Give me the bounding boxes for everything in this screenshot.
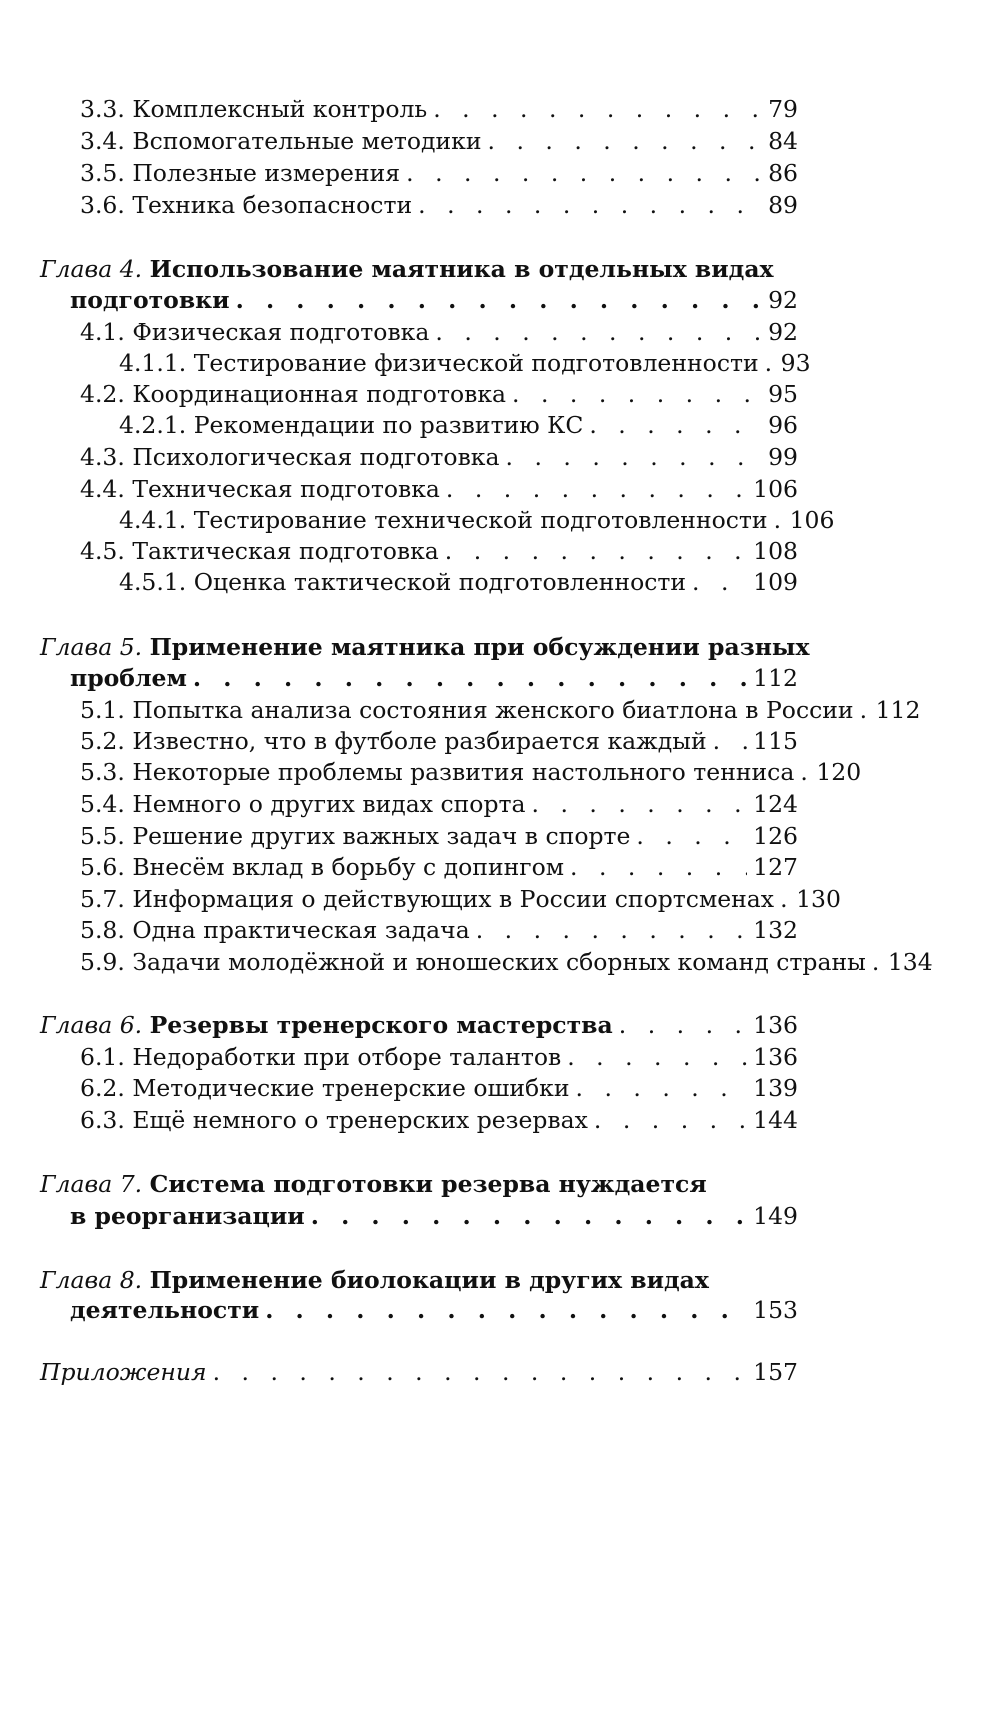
toc-entry-page: 112 <box>875 696 921 724</box>
toc-entry-label: 5.8. Одна практическая задача <box>80 916 470 944</box>
toc-entry-page: 108 <box>753 537 798 565</box>
toc-entry-label: 4.3. Психологическая подготовка <box>80 443 500 471</box>
toc-entry-page: 79 <box>768 95 798 123</box>
chapter-title: Использование маятника в отдельных видах <box>149 255 774 283</box>
toc-entry-page: 106 <box>753 475 798 503</box>
toc-entry-3-6 <box>80 185 798 225</box>
toc-entry-label: 5.9. Задачи молодёжной и юношеских сборных команд страны <box>80 948 866 976</box>
toc-entry-page: 92 <box>768 318 798 346</box>
toc-entry-label: 5.5. Решение других важных задач в спорте <box>80 822 631 850</box>
toc-entry-label: 5.2. Известно, что в футболе разбирается каждый <box>80 727 707 755</box>
toc-entry-label: 4.5.1. Оценка тактической подготовленности <box>119 568 687 596</box>
toc-entry-page: 120 <box>816 758 862 786</box>
leader-dots <box>800 752 810 792</box>
toc-entry-page: 124 <box>753 790 798 818</box>
toc-entry-label: 4.2. Координационная подготовка <box>80 380 507 408</box>
toc-entry-label: 6.2. Методические тренерские ошибки <box>80 1074 570 1102</box>
toc-entry-page: 99 <box>768 443 798 471</box>
chapter-page: 136 <box>753 1011 798 1039</box>
toc-entry-page: 89 <box>768 191 798 219</box>
toc-entry-label: 5.6. Внесём вклад в борьбу с допингом <box>80 853 565 881</box>
leader-dots <box>213 1352 748 1392</box>
chapter-page: 153 <box>753 1296 798 1324</box>
toc-entry-4-5-1 <box>119 562 798 602</box>
toc-entry-label: 3.5. Полезные измерения <box>80 159 401 187</box>
chapter-prefix: Глава 4. <box>40 255 143 283</box>
toc-entry-page: 132 <box>753 916 798 944</box>
toc-entry-label: 5.7. Информация о действующих в России спортсменах <box>80 885 775 913</box>
toc-entry-label: 3.6. Техника безопасности <box>80 191 413 219</box>
toc-entry-label: 3.4. Вспомогательные методики <box>80 127 482 155</box>
leader-dots <box>594 1100 747 1140</box>
leader-dots <box>860 690 870 730</box>
leader-dots <box>418 185 762 225</box>
chapter-7-heading-cont <box>70 1196 798 1236</box>
chapter-title-cont: деятельности <box>70 1296 260 1324</box>
toc-entry-label: 4.1. Физическая подготовка <box>80 318 430 346</box>
chapter-prefix: Глава 6. <box>40 1011 143 1039</box>
toc-entry-page: 136 <box>753 1043 798 1071</box>
chapter-title-cont: подготовки <box>70 286 230 314</box>
toc-entry-page: 86 <box>768 159 798 187</box>
toc-entry-page: 139 <box>753 1074 798 1102</box>
toc-entry-page: 96 <box>768 411 798 439</box>
chapter-prefix: Глава 7. <box>40 1170 143 1198</box>
chapter-8-heading-cont <box>70 1290 798 1330</box>
appendix-label: Приложения <box>40 1358 207 1386</box>
chapter-title: Применение маятника при обсуждении разных <box>149 633 810 661</box>
toc-entry-label: 4.2.1. Рекомендации по развитию КС <box>119 411 584 439</box>
toc-entry-appendix <box>40 1352 798 1392</box>
leader-dots <box>311 1196 747 1236</box>
toc-entry-6-3 <box>80 1100 798 1140</box>
chapter-title: Резервы тренерского мастерства <box>149 1011 613 1039</box>
toc-entry-page: 144 <box>753 1106 798 1134</box>
chapter-title: Система подготовки резерва нуждается <box>149 1170 707 1198</box>
toc-entry-page: 126 <box>753 822 798 850</box>
toc-entry-page: 93 <box>780 349 811 377</box>
toc-entry-label: 4.1.1. Тестирование физической подготовленности <box>119 349 759 377</box>
toc-entry-page: 95 <box>768 380 798 408</box>
toc-entry-page: 115 <box>753 727 798 755</box>
appendix-page: 157 <box>753 1358 798 1386</box>
toc-entry-label: 4.5. Тактическая подготовка <box>80 537 439 565</box>
toc-entry-page: 134 <box>887 948 933 976</box>
toc-entry-label: 3.3. Комплексный контроль <box>80 95 428 123</box>
toc-entry-label: 4.4.1. Тестирование технической подготовленности <box>119 506 768 534</box>
chapter-title-cont: в реорганизации <box>70 1202 305 1230</box>
leader-dots <box>872 942 882 982</box>
toc-entry-page: 127 <box>753 853 798 881</box>
toc-entry-label: 5.3. Некоторые проблемы развития настольного тенниса <box>80 758 795 786</box>
toc-entry-page: 109 <box>753 568 798 596</box>
toc-entry-label: 5.4. Немного о других видах спорта <box>80 790 526 818</box>
chapter-prefix: Глава 5. <box>40 633 143 661</box>
chapter-page: 92 <box>768 286 798 314</box>
toc-entry-label: 6.3. Ещё немного о тренерских резервах <box>80 1106 588 1134</box>
toc-entry-label: 4.4. Техническая подготовка <box>80 475 440 503</box>
toc-entry-label: 6.1. Недоработки при отборе талантов <box>80 1043 562 1071</box>
chapter-page: 149 <box>753 1202 798 1230</box>
leader-dots <box>692 562 747 602</box>
toc-entry-page: 130 <box>796 885 841 913</box>
chapter-title: Применение биолокации в других видах <box>149 1266 709 1294</box>
toc-entry-5-9 <box>80 942 933 982</box>
toc-entry-page: 84 <box>768 127 798 155</box>
chapter-page: 112 <box>753 664 798 692</box>
toc-entry-page: 106 <box>789 506 835 534</box>
chapter-prefix: Глава 8. <box>40 1266 143 1294</box>
toc-entry-label: 5.1. Попытка анализа состояния женского биатлона в России <box>80 696 854 724</box>
chapter-title-cont: проблем <box>70 664 187 692</box>
leader-dots <box>265 1290 747 1330</box>
